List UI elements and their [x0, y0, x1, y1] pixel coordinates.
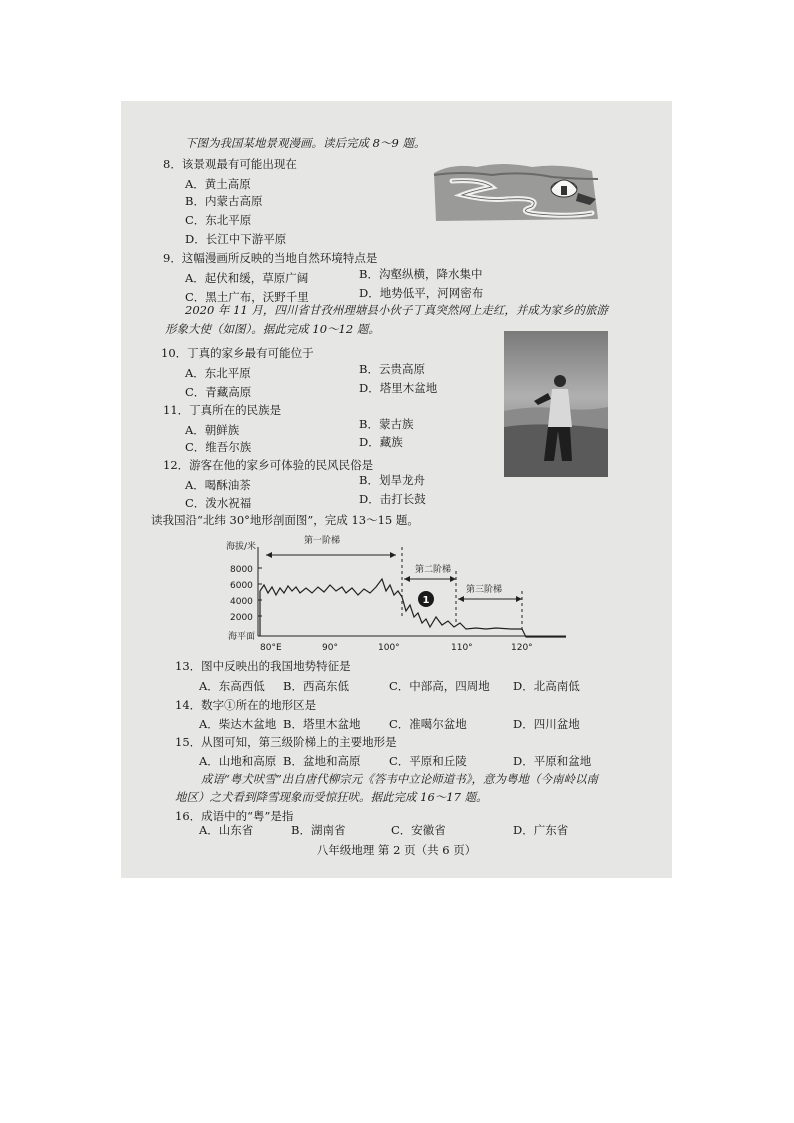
profile-xtick-100: 100° [378, 643, 400, 653]
question-12: 12．游客在他的家乡可体验的民风民俗是 [163, 458, 374, 472]
question-14: 14．数字①所在的地形区是 [175, 698, 317, 712]
q9-option-c: C．黑土广布，沃野千里 [185, 290, 309, 304]
q13-option-b: B．西高东低 [283, 679, 349, 693]
profile-y-axis-label: 海拔/米 [226, 542, 257, 552]
question-9: 9．这幅漫画所反映的当地自然环境特点是 [163, 251, 378, 265]
q11-option-a: A．朝鲜族 [185, 423, 240, 437]
q13-option-d: D．北高南低 [513, 679, 580, 693]
profile-xtick-90: 90° [322, 643, 338, 653]
q15-option-c: C．平原和丘陵 [389, 754, 467, 768]
q12-option-b: B．划旱龙舟 [359, 473, 425, 487]
profile-xtick-120: 120° [511, 643, 533, 653]
q12-option-d: D．击打长鼓 [359, 492, 426, 506]
q14-option-a: A．柴达木盆地 [199, 717, 277, 731]
q16-option-b: B．湖南省 [291, 823, 346, 837]
exam-page [121, 101, 672, 878]
profile-xtick-110: 110° [451, 643, 473, 653]
question-15: 15．从图可知，第三级阶梯上的主要地形是 [175, 735, 397, 749]
q8-option-c: C．东北平原 [185, 213, 252, 227]
question-11: 11．丁真所在的民族是 [163, 403, 282, 417]
q16-option-a: A．山东省 [199, 823, 254, 837]
profile-xtick-80e: 80°E [260, 643, 282, 653]
profile-step-2-label: 第二阶梯 [415, 565, 452, 575]
q15-option-d: D．平原和盆地 [513, 754, 592, 768]
q10-option-b: B．云贵高原 [359, 362, 425, 376]
q10-option-d: D．塔里木盆地 [359, 381, 438, 395]
intro-10-12-line1: 2020 年 11 月，四川省甘孜州理塘县小伙子丁真突然网上走红，并成为家乡的旅游 [185, 303, 608, 317]
profile-step-3-label: 第三阶梯 [466, 585, 503, 595]
profile-marker-label: 1 [422, 595, 430, 606]
q15-option-a: A．山地和高原 [199, 754, 277, 768]
q11-option-b: B．蒙古族 [359, 417, 414, 431]
q11-option-d: D．藏族 [359, 435, 403, 449]
q16-option-d: D．广东省 [513, 823, 569, 837]
q14-option-c: C．准噶尔盆地 [389, 717, 467, 731]
q8-option-a: A．黄土高原 [185, 177, 251, 191]
q11-option-c: C．维吾尔族 [185, 440, 252, 454]
profile-step-1-label: 第一阶梯 [304, 536, 341, 546]
q13-option-c: C．中部高，四周地 [389, 679, 490, 693]
q16-option-c: C．安徽省 [391, 823, 446, 837]
q9-option-a: A．起伏和缓，草原广阔 [185, 271, 309, 285]
intro-10-12-line2: 形象大使（如图）。据此完成 10～12 题。 [165, 322, 380, 336]
q10-option-c: C．青藏高原 [185, 385, 252, 399]
q9-option-d: D．地势低平，河网密布 [359, 286, 484, 300]
q15-option-b: B．盆地和高原 [283, 754, 361, 768]
q8-option-b: B．内蒙古高原 [185, 194, 263, 208]
intro-8-9: 下图为我国某地景观漫画。读后完成 8～9 题。 [185, 136, 426, 150]
q12-option-a: A．喝酥油茶 [185, 478, 251, 492]
profile-ytick-6000: 6000 [230, 581, 253, 591]
profile-ytick-4000: 4000 [230, 597, 253, 607]
intro-16-17-line2: 地区）之犬看到降雪现象而受惊狂吠。据此完成 16～17 题。 [175, 790, 488, 804]
q12-option-c: C．泼水祝福 [185, 496, 252, 510]
ding-zhen-photo [504, 331, 608, 477]
question-8: 8．该景观最有可能出现在 [163, 157, 297, 171]
q8-option-d: D．长江中下游平原 [185, 232, 287, 246]
intro-13-15: 读我国沿“北纬 30°地形剖面图”，完成 13～15 题。 [151, 513, 419, 527]
profile-ytick-2000: 2000 [230, 613, 253, 623]
intro-16-17-line1: 成语“粤犬吠雪”出自唐代柳宗元《答韦中立论师道书》，意为粤地（今南岭以南 [201, 772, 599, 786]
question-10: 10．丁真的家乡最有可能位于 [161, 346, 314, 360]
q14-option-b: B．塔里木盆地 [283, 717, 361, 731]
q10-option-a: A．东北平原 [185, 366, 251, 380]
q13-option-a: A．东高西低 [199, 679, 265, 693]
profile-sea-level-label: 海平面 [228, 632, 256, 642]
q9-option-b: B．沟壑纵横，降水集中 [359, 267, 483, 281]
question-16: 16．成语中的“粤”是指 [175, 809, 294, 823]
profile-ytick-8000: 8000 [230, 565, 253, 575]
q14-option-d: D．四川盆地 [513, 717, 580, 731]
landscape-comic-image [432, 159, 600, 225]
question-13: 13．图中反映出的我国地势特征是 [175, 659, 351, 673]
terrain-profile-chart [226, 533, 571, 653]
page-footer: 八年级地理 第 2 页（共 6 页） [316, 843, 477, 857]
